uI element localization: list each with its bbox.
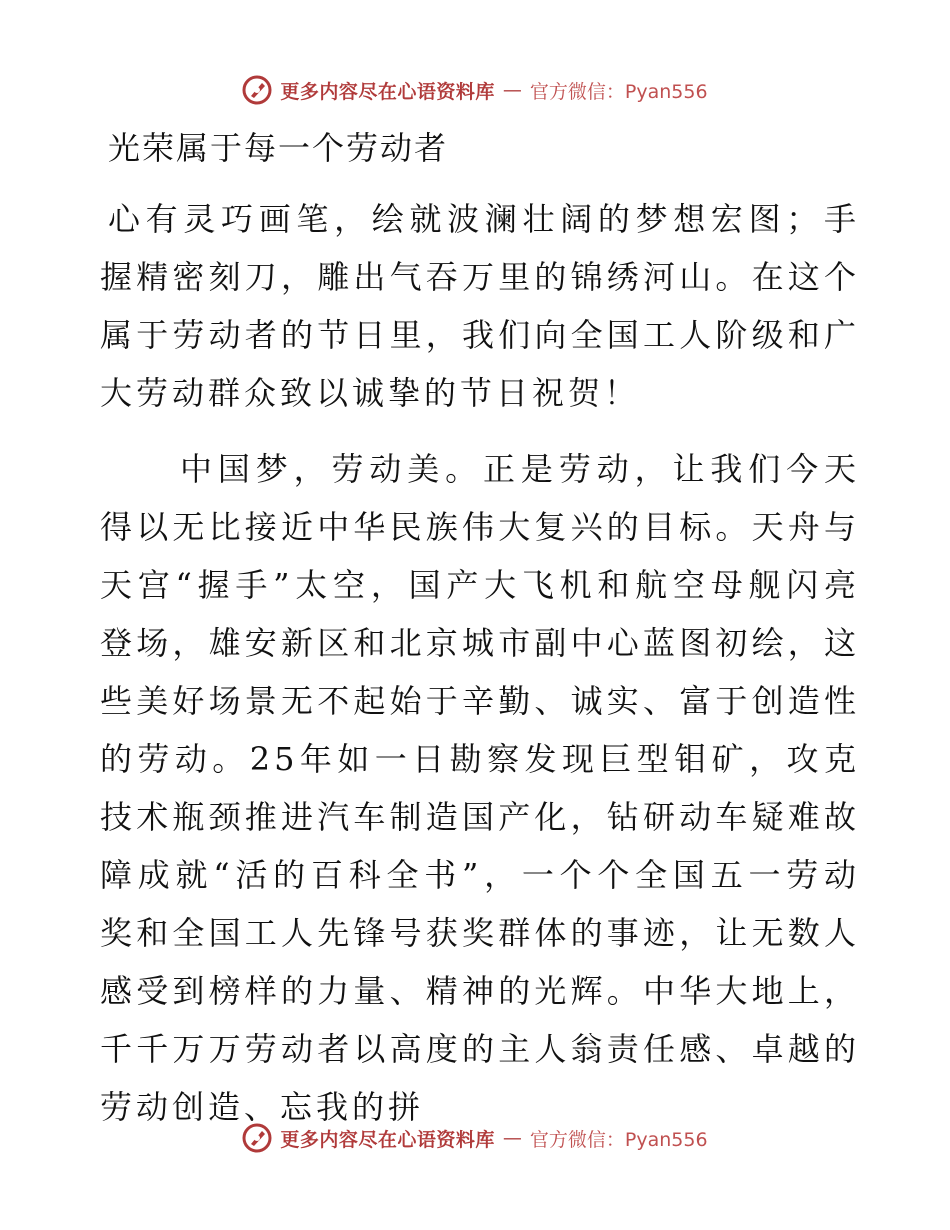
pen-logo-icon: [242, 75, 272, 105]
document-title: 光荣属于每一个劳动者: [108, 129, 449, 167]
watermark-contact: 官方微信：Pyan556: [529, 1128, 708, 1151]
watermark-contact: 官方微信：Pyan556: [529, 80, 708, 103]
paragraph-2: 中国梦，劳动美。正是劳动，让我们今天得以无比接近中华民族伟大复兴的目标。天舟与天宫“握手”太空，国产大飞机和航空母舰闪亮登场，雄安新区和北京城市副中心蓝图初绘，这些美好场景无不起始于辛勤、诚实、富于创造性的劳动。25年如一日勘察发现巨型钼矿，攻克技术瓶颈推进汽车制造国产化，钻研动车疑难故障成就“活的百科全书”，一个个全国五一劳动奖和全国工人先锋号获奖群体的事迹，让无数人感受到榜样的力量、精神的光辉。中华大地上，千千万万劳动者以高度的主人翁责任感、卓越的劳动创造、忘我的拼: [100, 450, 860, 1126]
watermark-text: 更多内容尽在心语资料库: [280, 80, 495, 103]
footer-watermark: [0, 1118, 950, 1158]
watermark-separator: —: [502, 79, 522, 101]
watermark-separator: —: [502, 1127, 522, 1149]
header-watermark: [0, 70, 950, 110]
watermark-text: 更多内容尽在心语资料库: [280, 1128, 495, 1151]
pen-logo-icon: [242, 1123, 272, 1153]
paragraph-1: 心有灵巧画笔，绘就波澜壮阔的梦想宏图；手握精密刻刀，雕出气吞万里的锦绣河山。在这个属于劳动者的节日里，我们向全国工人阶级和广大劳动群众致以诚挚的节日祝贺！: [100, 200, 860, 412]
